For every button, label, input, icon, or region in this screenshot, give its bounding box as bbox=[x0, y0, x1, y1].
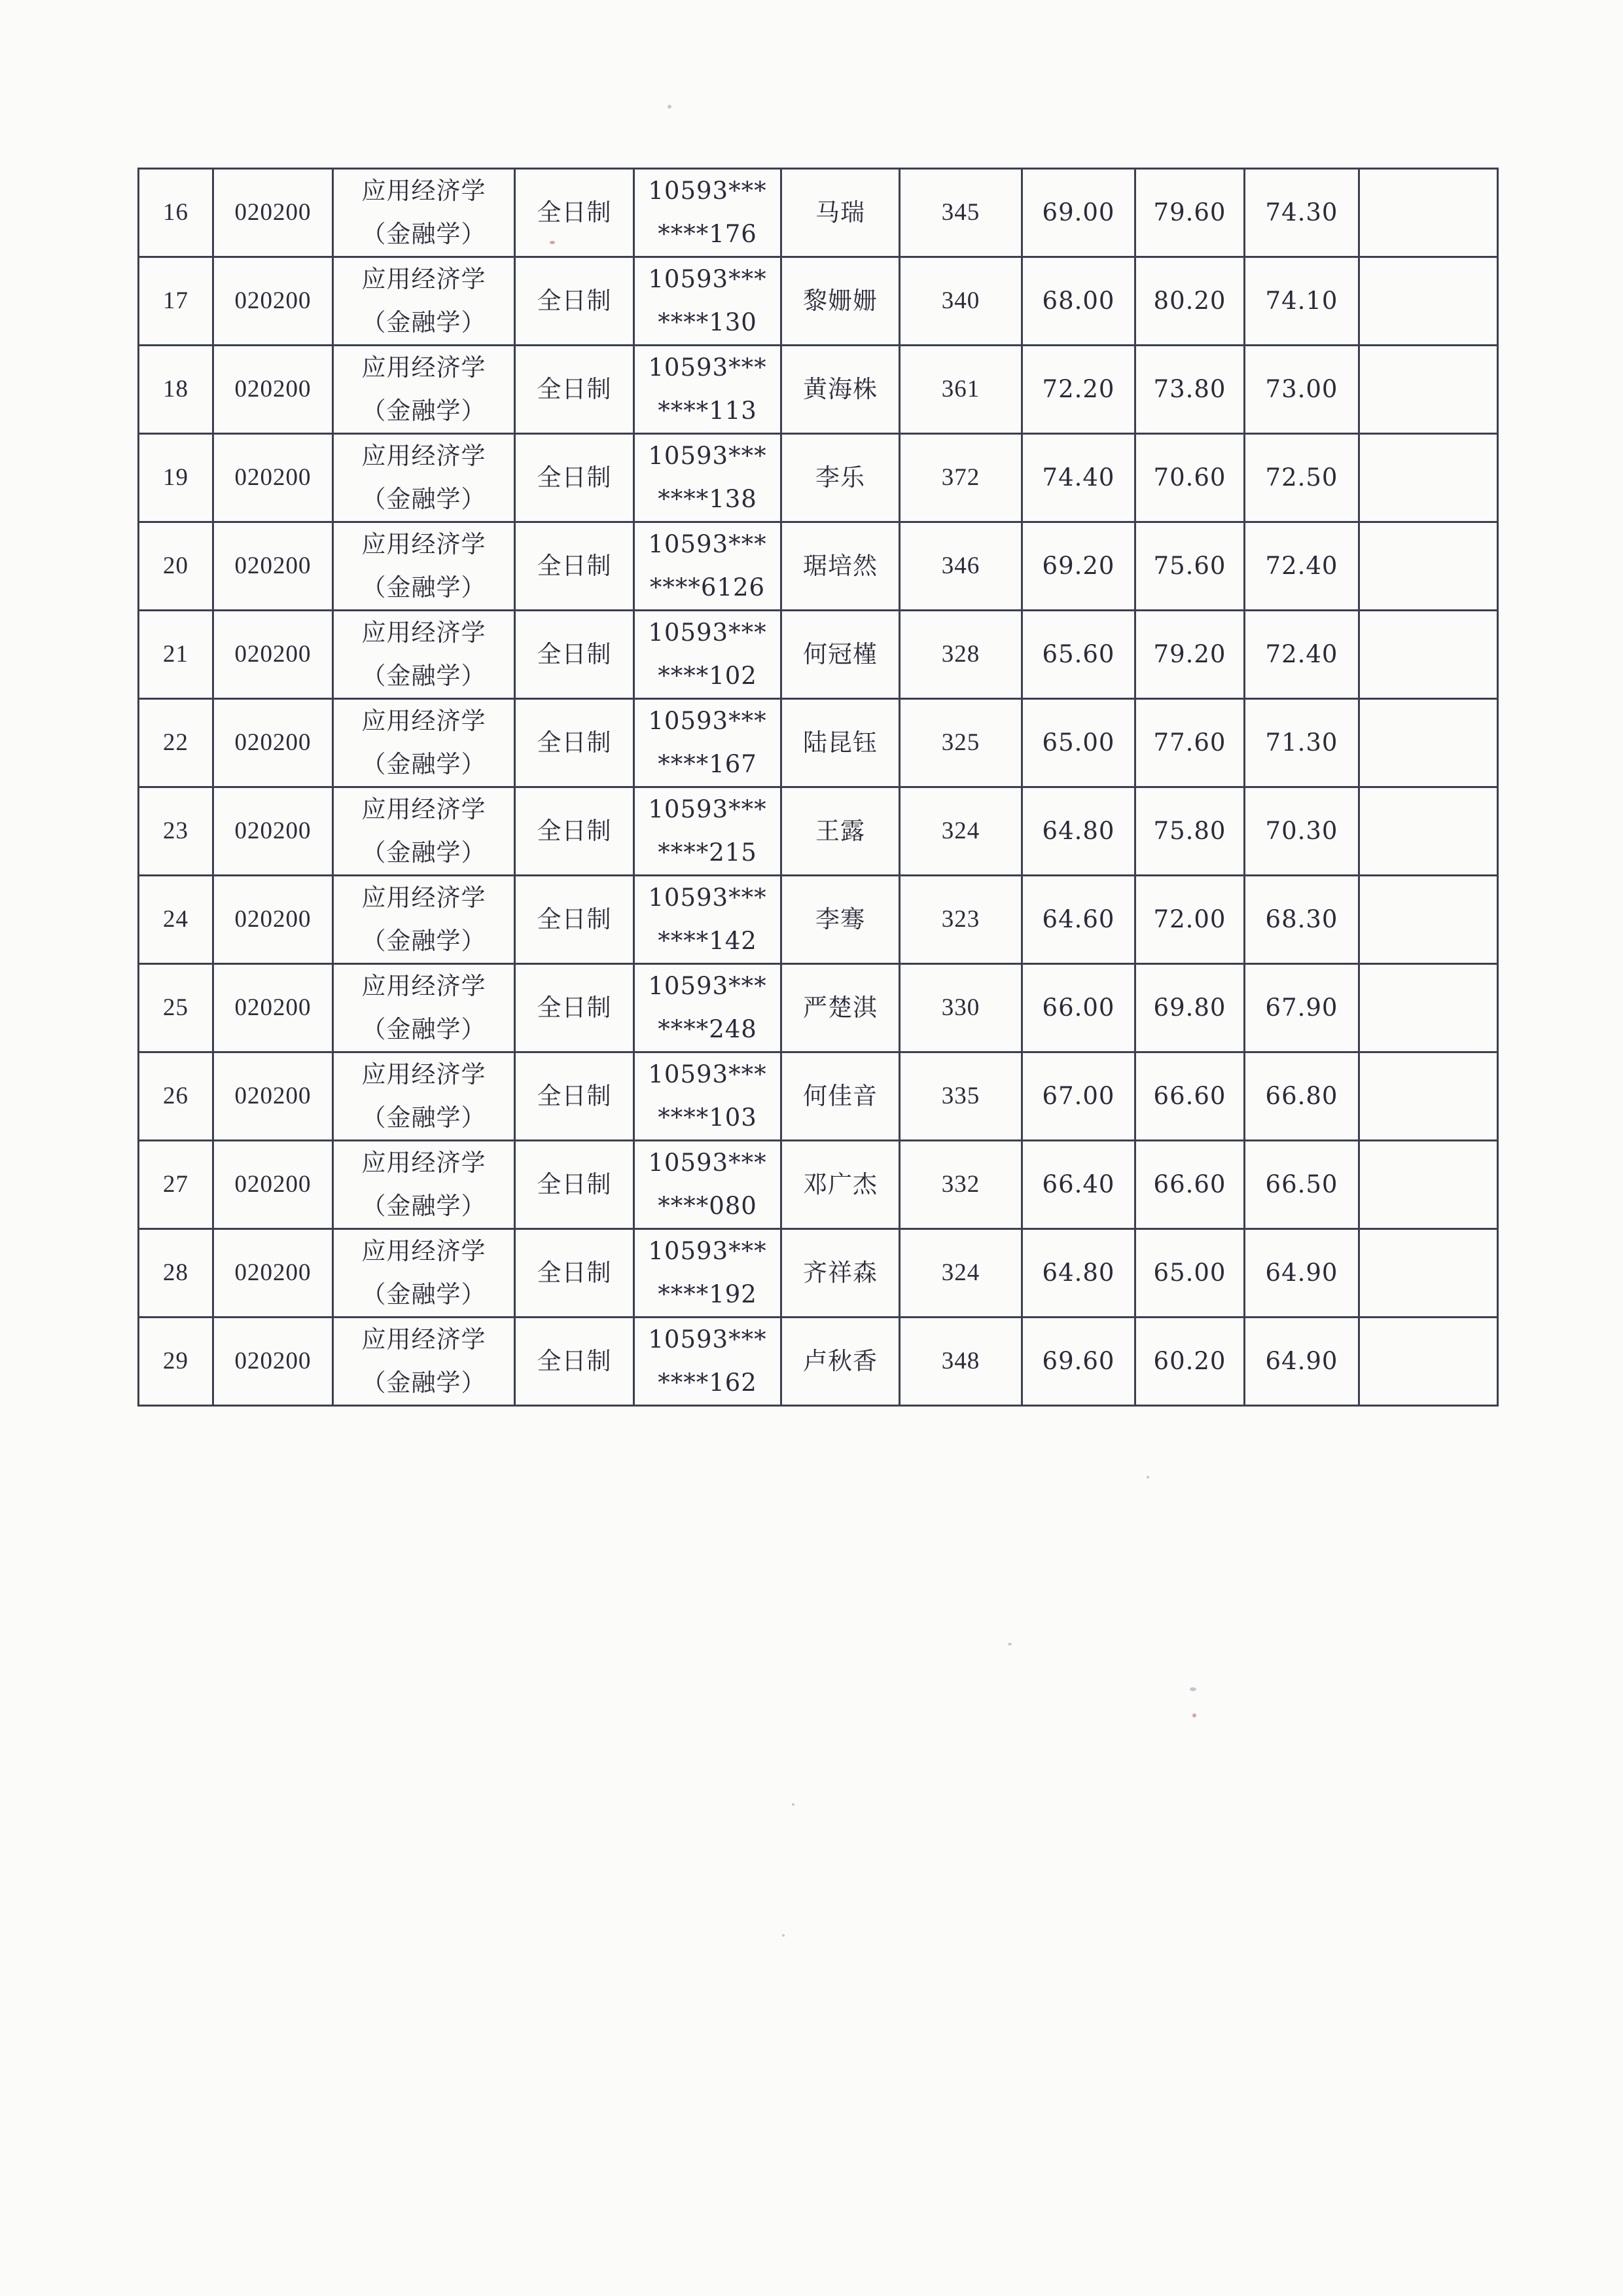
retest-score-cell: 80.20 bbox=[1135, 257, 1245, 346]
candidate-name-cell: 卢秋香 bbox=[781, 1318, 900, 1406]
candidate-id-prefix: 10593*** bbox=[648, 353, 767, 382]
total-score-cell: 64.90 bbox=[1245, 1318, 1359, 1406]
major-specialty: （金融学） bbox=[361, 927, 486, 955]
remark-cell bbox=[1359, 1052, 1498, 1141]
major-name: 应用经济学 bbox=[361, 442, 486, 470]
candidate-id-prefix: 10593*** bbox=[648, 1149, 767, 1177]
study-mode-cell: 全日制 bbox=[515, 1141, 634, 1229]
table-row bbox=[139, 257, 1498, 346]
major-cell bbox=[333, 257, 515, 346]
major-specialty: （金融学） bbox=[361, 750, 486, 778]
major-cell bbox=[333, 964, 515, 1052]
candidate-id-prefix: 10593*** bbox=[648, 1325, 767, 1354]
major-cell bbox=[333, 699, 515, 787]
candidate-name-cell: 何佳音 bbox=[781, 1052, 900, 1141]
remark-cell bbox=[1359, 1141, 1498, 1229]
initial-weighted-score-cell: 65.00 bbox=[1022, 699, 1135, 787]
total-score-cell: 72.40 bbox=[1245, 611, 1359, 699]
subject-code-cell: 020200 bbox=[213, 434, 333, 522]
major-specialty: （金融学） bbox=[361, 220, 486, 248]
remark-cell bbox=[1359, 1229, 1498, 1318]
major-cell bbox=[333, 1229, 515, 1318]
subject-code-cell: 020200 bbox=[213, 611, 333, 699]
candidate-id-cell bbox=[634, 1318, 781, 1406]
candidate-id-prefix: 10593*** bbox=[648, 1237, 767, 1265]
candidate-id-cell bbox=[634, 434, 781, 522]
subject-code-cell: 020200 bbox=[213, 522, 333, 611]
candidate-id-prefix: 10593*** bbox=[648, 1060, 767, 1088]
table-row bbox=[139, 1141, 1498, 1229]
row-number-cell: 17 bbox=[139, 257, 213, 346]
major-specialty: （金融学） bbox=[361, 1369, 486, 1397]
initial-exam-score-cell: 335 bbox=[900, 1052, 1022, 1141]
major-specialty: （金融学） bbox=[361, 308, 486, 336]
table-row bbox=[139, 1052, 1498, 1141]
subject-code-cell: 020200 bbox=[213, 876, 333, 964]
study-mode-cell: 全日制 bbox=[515, 611, 634, 699]
initial-exam-score-cell: 325 bbox=[900, 699, 1022, 787]
study-mode-cell: 全日制 bbox=[515, 1229, 634, 1318]
row-number-cell: 21 bbox=[139, 611, 213, 699]
table-row bbox=[139, 169, 1498, 257]
major-name: 应用经济学 bbox=[361, 884, 486, 912]
retest-score-cell: 75.60 bbox=[1135, 522, 1245, 611]
major-specialty: （金融学） bbox=[361, 662, 486, 690]
candidate-id-cell bbox=[634, 699, 781, 787]
total-score-cell: 66.50 bbox=[1245, 1141, 1359, 1229]
total-score-cell: 74.30 bbox=[1245, 169, 1359, 257]
candidate-id-prefix: 10593*** bbox=[648, 265, 767, 293]
major-cell bbox=[333, 1141, 515, 1229]
table-body bbox=[139, 169, 1498, 1406]
remark-cell bbox=[1359, 522, 1498, 611]
major-cell bbox=[333, 787, 515, 876]
initial-exam-score-cell: 372 bbox=[900, 434, 1022, 522]
subject-code-cell: 020200 bbox=[213, 169, 333, 257]
major-name: 应用经济学 bbox=[361, 177, 486, 205]
total-score-cell: 74.10 bbox=[1245, 257, 1359, 346]
study-mode-cell: 全日制 bbox=[515, 1052, 634, 1141]
candidate-name-cell: 黄海株 bbox=[781, 346, 900, 434]
major-name: 应用经济学 bbox=[361, 265, 486, 293]
study-mode-cell: 全日制 bbox=[515, 876, 634, 964]
major-name: 应用经济学 bbox=[361, 972, 486, 1000]
table-row bbox=[139, 876, 1498, 964]
candidate-id-cell bbox=[634, 346, 781, 434]
study-mode-cell: 全日制 bbox=[515, 434, 634, 522]
initial-weighted-score-cell: 64.80 bbox=[1022, 787, 1135, 876]
major-name: 应用经济学 bbox=[361, 1060, 486, 1088]
remark-cell bbox=[1359, 257, 1498, 346]
initial-exam-score-cell: 332 bbox=[900, 1141, 1022, 1229]
remark-cell bbox=[1359, 964, 1498, 1052]
retest-score-cell: 65.00 bbox=[1135, 1229, 1245, 1318]
retest-score-cell: 77.60 bbox=[1135, 699, 1245, 787]
study-mode-cell: 全日制 bbox=[515, 257, 634, 346]
candidate-id-suffix: ****176 bbox=[658, 220, 757, 248]
candidate-id-cell bbox=[634, 1141, 781, 1229]
initial-weighted-score-cell: 66.40 bbox=[1022, 1141, 1135, 1229]
initial-exam-score-cell: 345 bbox=[900, 169, 1022, 257]
major-cell bbox=[333, 1318, 515, 1406]
subject-code-cell: 020200 bbox=[213, 964, 333, 1052]
candidate-id-prefix: 10593*** bbox=[648, 972, 767, 1000]
major-name: 应用经济学 bbox=[361, 619, 486, 647]
total-score-cell: 71.30 bbox=[1245, 699, 1359, 787]
major-specialty: （金融学） bbox=[361, 573, 486, 601]
candidate-id-suffix: ****215 bbox=[658, 838, 757, 867]
candidate-id-prefix: 10593*** bbox=[648, 707, 767, 735]
retest-score-cell: 79.60 bbox=[1135, 169, 1245, 257]
subject-code-cell: 020200 bbox=[213, 787, 333, 876]
major-cell bbox=[333, 346, 515, 434]
row-number-cell: 29 bbox=[139, 1318, 213, 1406]
initial-exam-score-cell: 340 bbox=[900, 257, 1022, 346]
initial-weighted-score-cell: 68.00 bbox=[1022, 257, 1135, 346]
subject-code-cell: 020200 bbox=[213, 257, 333, 346]
candidate-id-suffix: ****142 bbox=[658, 927, 757, 955]
initial-weighted-score-cell: 72.20 bbox=[1022, 346, 1135, 434]
candidate-id-cell bbox=[634, 522, 781, 611]
candidate-name-cell: 何冠槿 bbox=[781, 611, 900, 699]
candidate-id-suffix: ****192 bbox=[658, 1280, 757, 1308]
total-score-cell: 68.30 bbox=[1245, 876, 1359, 964]
initial-weighted-score-cell: 66.00 bbox=[1022, 964, 1135, 1052]
table-row bbox=[139, 522, 1498, 611]
major-cell bbox=[333, 434, 515, 522]
major-name: 应用经济学 bbox=[361, 1237, 486, 1265]
subject-code-cell: 020200 bbox=[213, 1052, 333, 1141]
retest-score-cell: 60.20 bbox=[1135, 1318, 1245, 1406]
study-mode-cell: 全日制 bbox=[515, 787, 634, 876]
initial-weighted-score-cell: 69.00 bbox=[1022, 169, 1135, 257]
candidate-id-suffix: ****130 bbox=[658, 308, 757, 336]
major-specialty: （金融学） bbox=[361, 1015, 486, 1043]
initial-weighted-score-cell: 65.60 bbox=[1022, 611, 1135, 699]
remark-cell bbox=[1359, 611, 1498, 699]
remark-cell bbox=[1359, 346, 1498, 434]
major-specialty: （金融学） bbox=[361, 397, 486, 425]
candidate-name-cell: 王露 bbox=[781, 787, 900, 876]
scan-speck bbox=[550, 241, 555, 244]
candidate-name-cell: 邓广杰 bbox=[781, 1141, 900, 1229]
major-specialty: （金融学） bbox=[361, 1103, 486, 1132]
study-mode-cell: 全日制 bbox=[515, 346, 634, 434]
table-row bbox=[139, 434, 1498, 522]
candidate-id-prefix: 10593*** bbox=[648, 177, 767, 205]
study-mode-cell: 全日制 bbox=[515, 169, 634, 257]
candidate-id-prefix: 10593*** bbox=[648, 442, 767, 470]
row-number-cell: 25 bbox=[139, 964, 213, 1052]
remark-cell bbox=[1359, 1318, 1498, 1406]
candidate-id-suffix: ****103 bbox=[658, 1103, 757, 1132]
candidate-name-cell: 陆昆钰 bbox=[781, 699, 900, 787]
major-specialty: （金融学） bbox=[361, 1280, 486, 1308]
major-cell bbox=[333, 522, 515, 611]
row-number-cell: 20 bbox=[139, 522, 213, 611]
row-number-cell: 23 bbox=[139, 787, 213, 876]
initial-weighted-score-cell: 69.20 bbox=[1022, 522, 1135, 611]
initial-exam-score-cell: 348 bbox=[900, 1318, 1022, 1406]
major-specialty: （金融学） bbox=[361, 838, 486, 867]
major-name: 应用经济学 bbox=[361, 1325, 486, 1354]
candidate-id-suffix: ****102 bbox=[658, 662, 757, 690]
study-mode-cell: 全日制 bbox=[515, 964, 634, 1052]
candidate-id-cell bbox=[634, 1229, 781, 1318]
total-score-cell: 73.00 bbox=[1245, 346, 1359, 434]
remark-cell bbox=[1359, 434, 1498, 522]
initial-weighted-score-cell: 69.60 bbox=[1022, 1318, 1135, 1406]
row-number-cell: 26 bbox=[139, 1052, 213, 1141]
candidate-id-prefix: 10593*** bbox=[648, 530, 767, 558]
candidate-id-prefix: 10593*** bbox=[648, 619, 767, 647]
scan-speck bbox=[782, 1934, 785, 1937]
candidate-id-suffix: ****6126 bbox=[649, 573, 766, 601]
major-specialty: （金融学） bbox=[361, 485, 486, 513]
admission-results-table bbox=[137, 168, 1499, 1407]
candidate-id-prefix: 10593*** bbox=[648, 884, 767, 912]
major-name: 应用经济学 bbox=[361, 1149, 486, 1177]
table-row bbox=[139, 787, 1498, 876]
major-cell bbox=[333, 169, 515, 257]
initial-exam-score-cell: 324 bbox=[900, 1229, 1022, 1318]
subject-code-cell: 020200 bbox=[213, 699, 333, 787]
initial-exam-score-cell: 324 bbox=[900, 787, 1022, 876]
row-number-cell: 27 bbox=[139, 1141, 213, 1229]
total-score-cell: 67.90 bbox=[1245, 964, 1359, 1052]
candidate-name-cell: 马瑞 bbox=[781, 169, 900, 257]
study-mode-cell: 全日制 bbox=[515, 699, 634, 787]
subject-code-cell: 020200 bbox=[213, 346, 333, 434]
row-number-cell: 16 bbox=[139, 169, 213, 257]
candidate-id-cell bbox=[634, 964, 781, 1052]
major-cell bbox=[333, 1052, 515, 1141]
initial-exam-score-cell: 361 bbox=[900, 346, 1022, 434]
total-score-cell: 72.50 bbox=[1245, 434, 1359, 522]
subject-code-cell: 020200 bbox=[213, 1318, 333, 1406]
candidate-id-suffix: ****162 bbox=[658, 1369, 757, 1397]
retest-score-cell: 73.80 bbox=[1135, 346, 1245, 434]
remark-cell bbox=[1359, 169, 1498, 257]
initial-exam-score-cell: 328 bbox=[900, 611, 1022, 699]
remark-cell bbox=[1359, 699, 1498, 787]
major-cell bbox=[333, 611, 515, 699]
table-row bbox=[139, 1318, 1498, 1406]
candidate-id-cell bbox=[634, 876, 781, 964]
candidate-id-cell bbox=[634, 611, 781, 699]
candidate-name-cell: 齐祥森 bbox=[781, 1229, 900, 1318]
row-number-cell: 22 bbox=[139, 699, 213, 787]
candidate-name-cell: 严楚淇 bbox=[781, 964, 900, 1052]
row-number-cell: 18 bbox=[139, 346, 213, 434]
initial-exam-score-cell: 346 bbox=[900, 522, 1022, 611]
remark-cell bbox=[1359, 787, 1498, 876]
initial-exam-score-cell: 330 bbox=[900, 964, 1022, 1052]
major-cell bbox=[333, 876, 515, 964]
candidate-id-suffix: ****138 bbox=[658, 485, 757, 513]
remark-cell bbox=[1359, 876, 1498, 964]
scan-speck bbox=[792, 1803, 794, 1806]
retest-score-cell: 69.80 bbox=[1135, 964, 1245, 1052]
candidate-name-cell: 李骞 bbox=[781, 876, 900, 964]
scan-speck bbox=[1147, 1476, 1149, 1479]
table-row bbox=[139, 699, 1498, 787]
study-mode-cell: 全日制 bbox=[515, 1318, 634, 1406]
candidate-name-cell: 黎姗姗 bbox=[781, 257, 900, 346]
retest-score-cell: 70.60 bbox=[1135, 434, 1245, 522]
major-name: 应用经济学 bbox=[361, 530, 486, 558]
total-score-cell: 66.80 bbox=[1245, 1052, 1359, 1141]
scan-speck bbox=[1190, 1687, 1196, 1691]
initial-weighted-score-cell: 74.40 bbox=[1022, 434, 1135, 522]
candidate-id-cell bbox=[634, 787, 781, 876]
candidate-name-cell: 琚培然 bbox=[781, 522, 900, 611]
retest-score-cell: 66.60 bbox=[1135, 1141, 1245, 1229]
scan-speck bbox=[1192, 1713, 1196, 1717]
candidate-id-suffix: ****080 bbox=[658, 1192, 757, 1220]
candidate-id-cell bbox=[634, 1052, 781, 1141]
retest-score-cell: 75.80 bbox=[1135, 787, 1245, 876]
major-name: 应用经济学 bbox=[361, 707, 486, 735]
row-number-cell: 24 bbox=[139, 876, 213, 964]
retest-score-cell: 66.60 bbox=[1135, 1052, 1245, 1141]
row-number-cell: 19 bbox=[139, 434, 213, 522]
row-number-cell: 28 bbox=[139, 1229, 213, 1318]
table-row bbox=[139, 964, 1498, 1052]
subject-code-cell: 020200 bbox=[213, 1141, 333, 1229]
candidate-id-suffix: ****113 bbox=[658, 397, 757, 425]
table-row bbox=[139, 611, 1498, 699]
major-name: 应用经济学 bbox=[361, 795, 486, 823]
retest-score-cell: 79.20 bbox=[1135, 611, 1245, 699]
candidate-id-cell bbox=[634, 257, 781, 346]
candidate-id-suffix: ****248 bbox=[658, 1015, 757, 1043]
major-name: 应用经济学 bbox=[361, 353, 486, 382]
total-score-cell: 72.40 bbox=[1245, 522, 1359, 611]
total-score-cell: 70.30 bbox=[1245, 787, 1359, 876]
initial-weighted-score-cell: 67.00 bbox=[1022, 1052, 1135, 1141]
subject-code-cell: 020200 bbox=[213, 1229, 333, 1318]
initial-weighted-score-cell: 64.60 bbox=[1022, 876, 1135, 964]
candidate-id-prefix: 10593*** bbox=[648, 795, 767, 823]
study-mode-cell: 全日制 bbox=[515, 522, 634, 611]
retest-score-cell: 72.00 bbox=[1135, 876, 1245, 964]
total-score-cell: 64.90 bbox=[1245, 1229, 1359, 1318]
scan-speck bbox=[1008, 1643, 1012, 1645]
candidate-id-cell bbox=[634, 169, 781, 257]
candidate-name-cell: 李乐 bbox=[781, 434, 900, 522]
table-row bbox=[139, 1229, 1498, 1318]
scan-speck bbox=[668, 105, 671, 109]
initial-weighted-score-cell: 64.80 bbox=[1022, 1229, 1135, 1318]
initial-exam-score-cell: 323 bbox=[900, 876, 1022, 964]
major-specialty: （金融学） bbox=[361, 1192, 486, 1220]
candidate-id-suffix: ****167 bbox=[658, 750, 757, 778]
table-row bbox=[139, 346, 1498, 434]
